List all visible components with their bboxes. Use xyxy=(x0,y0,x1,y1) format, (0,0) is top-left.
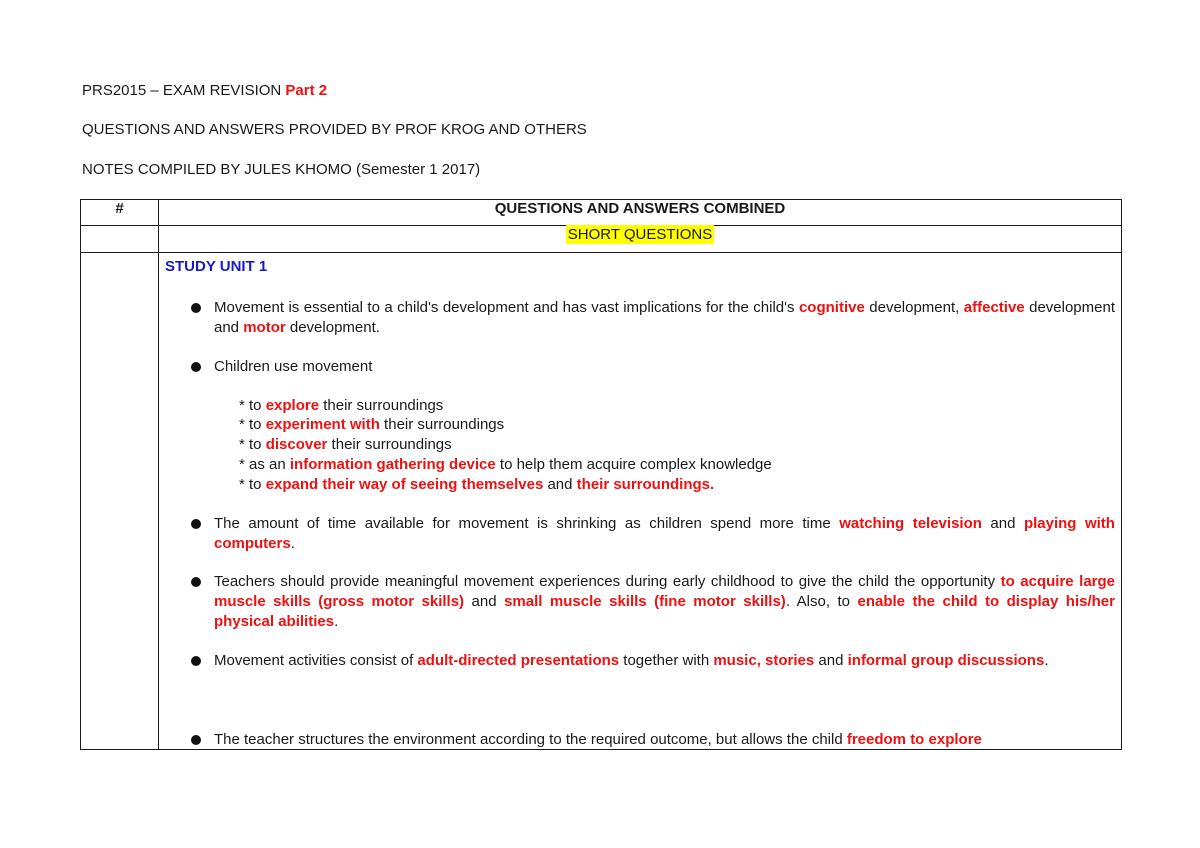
bullet-icon xyxy=(191,519,201,529)
sub-item: * to discover their surroundings xyxy=(239,436,452,453)
col-qa-header: QUESTIONS AND ANSWERS COMBINED xyxy=(159,200,1122,226)
bullet-icon xyxy=(191,577,201,587)
title-part-label: Part 2 xyxy=(285,82,328,99)
content-row xyxy=(81,253,1122,750)
content-cell xyxy=(159,253,1122,750)
table-header-row xyxy=(81,200,1122,226)
sub-item: * as an information gathering device to help them acquire complex knowledge xyxy=(239,456,772,473)
list-item: The amount of time available for movement is shrinking as children spend more time watching television and playing with computers. xyxy=(189,514,1115,554)
compiler-line: NOTES COMPILED BY JULES KHOMO (Semester 1 2017) xyxy=(82,161,481,178)
bullet-icon xyxy=(191,303,201,313)
list-item: Movement activities consist of adult-directed presentations together with music, stories and informal group discussions. xyxy=(189,651,1115,671)
list-item: Children use movement xyxy=(189,357,1115,377)
section-row xyxy=(81,226,1122,253)
sub-item: * to explore their surroundings xyxy=(239,397,444,414)
sub-item: * to expand their way of seeing themselves and their surroundings. xyxy=(239,476,715,493)
list-item: The teacher structures the environment according to the required outcome, but allows the child freedom to explore xyxy=(189,730,1115,750)
subtitle-line: QUESTIONS AND ANSWERS PROVIDED BY PROF KROG AND OTHERS xyxy=(82,121,587,138)
document-title: PRS2015 – EXAM REVISION Part 2 xyxy=(82,82,328,99)
section-label: SHORT QUESTIONS xyxy=(567,226,713,243)
content-area xyxy=(159,253,1121,749)
bullet-icon xyxy=(191,735,201,745)
content-number-cell xyxy=(81,253,159,750)
list-item: Teachers should provide meaningful movement experiences during early childhood to give the child the opportunity to acquire large muscle skills (gross motor skills) and small muscle skills (fine motor skills). Also, to enable the child to display his/her physical abilities. xyxy=(189,572,1115,632)
section-number-cell xyxy=(81,226,159,253)
list-item: Movement is essential to a child's development and has vast implications for the child's cognitive development, affective development and motor development. xyxy=(189,298,1115,338)
bullet-icon xyxy=(191,656,201,666)
unit-title: STUDY UNIT 1 xyxy=(165,258,268,275)
sub-item: * to experiment with their surroundings xyxy=(239,416,505,433)
qa-table xyxy=(80,199,1122,750)
bullet-icon xyxy=(191,362,201,372)
col-number-header: # xyxy=(81,200,159,226)
section-cell xyxy=(159,226,1122,253)
